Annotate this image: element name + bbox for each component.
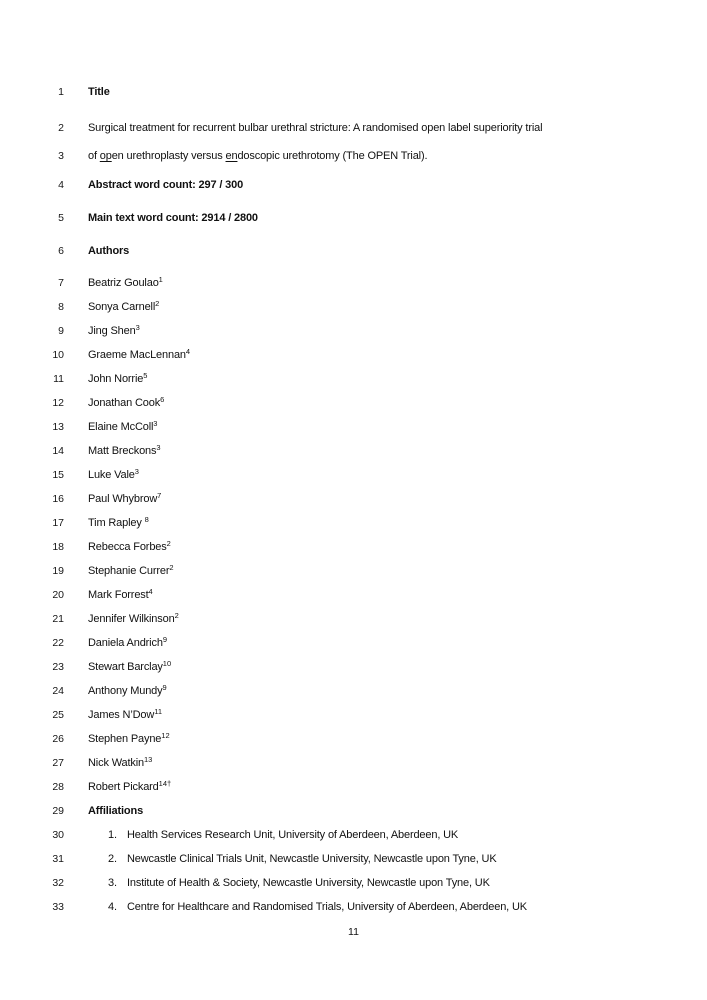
line-number: 11: [53, 373, 64, 385]
superscript-ref: 6: [160, 394, 165, 404]
line-text: [88, 439, 161, 463]
document-line: [0, 415, 707, 439]
line-number: 4: [58, 179, 64, 191]
document-line: [0, 116, 707, 140]
superscript-ref: 3: [153, 418, 158, 428]
line-number: 5: [58, 212, 64, 224]
line-text: [88, 703, 162, 727]
line-number: 27: [52, 757, 64, 769]
superscript-ref: 4: [148, 586, 153, 596]
text-run: Elaine McColl: [88, 421, 154, 433]
document-line: [0, 535, 707, 559]
superscript-ref: 8: [144, 514, 149, 524]
document-line: [0, 206, 707, 230]
text-run: Main text word count: 2914 / 2800: [88, 212, 258, 224]
text-run: Mark Forrest: [88, 589, 149, 601]
document-line: [0, 173, 707, 197]
line-text: [88, 144, 427, 168]
superscript-ref: 2: [155, 298, 160, 308]
text-run: Centre for Healthcare and Randomised Trials, University of Aberdeen, Aberdeen, UK: [127, 901, 527, 913]
document-line: [0, 871, 707, 895]
text-run: Jonathan Cook: [88, 397, 161, 409]
line-text: [88, 823, 458, 847]
text-run: Anthony Mundy: [88, 685, 163, 697]
superscript-ref: 9: [162, 682, 167, 692]
line-number: 32: [52, 877, 64, 889]
document-line: [0, 487, 707, 511]
line-text: [88, 655, 171, 679]
list-number: 3.: [108, 877, 117, 889]
line-number: 29: [52, 805, 64, 817]
line-number: 9: [58, 325, 64, 337]
line-number: 26: [52, 733, 64, 745]
line-number: 19: [52, 565, 64, 577]
text-run: Robert Pickard: [88, 781, 159, 793]
document-line: [0, 823, 707, 847]
document-line: [0, 439, 707, 463]
line-number: 28: [52, 781, 64, 793]
text-run: Paul Whybrow: [88, 493, 158, 505]
text-run: Tim Rapley: [88, 517, 145, 529]
line-number: 20: [52, 589, 64, 601]
line-number: 22: [52, 637, 64, 649]
superscript-ref: 5: [143, 370, 148, 380]
line-text: [88, 319, 140, 343]
superscript-ref: 2: [169, 562, 174, 572]
superscript-ref: 11: [154, 706, 162, 716]
text-run: Title: [88, 86, 110, 98]
line-number: 1: [58, 86, 64, 98]
superscript-ref: 2: [174, 610, 179, 620]
superscript-ref: 9: [162, 634, 167, 644]
line-text: [88, 775, 171, 799]
text-run: Stewart Barclay: [88, 661, 163, 673]
superscript-ref: 3: [156, 442, 161, 452]
line-number: 24: [52, 685, 64, 697]
line-text: [88, 535, 171, 559]
document-line: [0, 343, 707, 367]
line-number: 13: [52, 421, 64, 433]
superscript-ref: 2: [166, 538, 171, 548]
document-line: [0, 239, 707, 263]
text-run: Jing Shen: [88, 325, 136, 337]
text-run: of: [88, 150, 100, 162]
line-number: 18: [52, 541, 64, 553]
line-number: 16: [52, 493, 64, 505]
document-line: [0, 295, 707, 319]
line-text: [88, 799, 143, 823]
document-line: [0, 679, 707, 703]
document-line: [0, 144, 707, 168]
document-lines: [0, 80, 707, 919]
line-number: 15: [52, 469, 64, 481]
line-number: 7: [58, 277, 64, 289]
line-text: [88, 415, 157, 439]
document-line: [0, 703, 707, 727]
text-run: Authors: [88, 245, 130, 257]
text-run: Luke Vale: [88, 469, 135, 481]
line-text: [88, 80, 110, 104]
superscript-ref: 7: [157, 490, 162, 500]
text-run: Graeme MacLennan: [88, 349, 186, 361]
superscript-ref: 4: [185, 346, 191, 356]
document-line: [0, 895, 707, 919]
text-run: Surgical treatment for recurrent bulbar urethral stricture: A randomised open label superiority trial: [88, 122, 543, 134]
line-text: [88, 751, 152, 775]
superscript-ref: 13: [144, 754, 153, 764]
line-number: 3: [58, 150, 64, 162]
document-line: [0, 775, 707, 799]
text-run: Matt Breckons: [88, 445, 157, 457]
text-run: Stephanie Currer: [88, 565, 170, 577]
line-number: 21: [52, 613, 64, 625]
text-run: op: [99, 150, 112, 162]
text-run: Beatriz Goulao: [88, 277, 159, 289]
line-text: [88, 679, 167, 703]
line-number: 33: [52, 901, 64, 913]
document-line: [0, 847, 707, 871]
line-text: [88, 343, 190, 367]
line-number: 12: [52, 397, 64, 409]
document-line: [0, 631, 707, 655]
text-run: Stephen Payne: [88, 733, 162, 745]
line-text: [88, 271, 163, 295]
line-text: [88, 847, 497, 871]
page-number: 11: [348, 926, 359, 938]
line-number: 23: [52, 661, 64, 673]
line-text: [88, 559, 174, 583]
text-run: Abstract word count: 297 / 300: [88, 179, 244, 191]
superscript-ref: 12: [161, 730, 170, 740]
document-line: [0, 799, 707, 823]
list-number: 4.: [108, 901, 117, 913]
line-number: 2: [58, 122, 64, 134]
line-text: [88, 367, 147, 391]
superscript-ref: 3: [135, 322, 140, 332]
superscript-ref: 14†: [158, 778, 172, 788]
superscript-ref: 10: [162, 658, 172, 668]
list-number: 2.: [108, 853, 117, 865]
text-run: Daniela Andrich: [88, 637, 163, 649]
line-text: [88, 173, 243, 197]
line-text: [88, 895, 527, 919]
line-number: 17: [52, 517, 64, 529]
text-run: James N’Dow: [88, 709, 155, 721]
line-number: 6: [58, 245, 64, 257]
line-number: 25: [52, 709, 64, 721]
document-line: [0, 511, 707, 535]
text-run: Nick Watkin: [88, 757, 145, 769]
document-line: [0, 271, 707, 295]
list-number: 1.: [108, 829, 117, 841]
line-text: [88, 631, 167, 655]
line-number: 30: [52, 829, 64, 841]
text-run: Jennifer Wilkinson: [88, 613, 175, 625]
line-text: [88, 583, 153, 607]
text-run: Institute of Health & Society, Newcastle University, Newcastle upon Tyne, UK: [127, 877, 490, 889]
text-run: Rebecca Forbes: [88, 541, 167, 553]
text-run: Health Services Research Unit, University of Aberdeen, Aberdeen, UK: [127, 829, 459, 841]
line-text: [88, 463, 139, 487]
text-run: en: [225, 150, 238, 162]
line-text: [88, 487, 161, 511]
document-line: [0, 559, 707, 583]
document-line: [0, 751, 707, 775]
text-run: doscopic urethrotomy (The OPEN Trial).: [237, 150, 428, 162]
text-run: Newcastle Clinical Trials Unit, Newcastle University, Newcastle upon Tyne, UK: [127, 853, 497, 865]
document-line: [0, 583, 707, 607]
text-run: Affiliations: [88, 805, 144, 817]
line-text: [88, 295, 159, 319]
line-text: [88, 511, 149, 535]
document-line: [0, 367, 707, 391]
line-number: 31: [52, 853, 64, 865]
line-text: [88, 206, 258, 230]
text-run: en urethroplasty versus: [111, 150, 226, 162]
document-line: [0, 391, 707, 415]
superscript-ref: 1: [158, 274, 163, 284]
line-text: [88, 239, 129, 263]
line-text: [88, 391, 164, 415]
line-number: 14: [52, 445, 64, 457]
document-line: [0, 319, 707, 343]
line-text: [88, 116, 542, 140]
document-line: [0, 655, 707, 679]
document-line: [0, 463, 707, 487]
line-number: 10: [52, 349, 64, 361]
document-line: [0, 607, 707, 631]
document-line: [0, 727, 707, 751]
document-line: [0, 80, 707, 104]
line-text: [88, 607, 179, 631]
line-text: [88, 871, 490, 895]
line-text: [88, 727, 170, 751]
superscript-ref: 3: [134, 466, 139, 476]
line-number: 8: [58, 301, 64, 313]
text-run: Sonya Carnell: [88, 301, 156, 313]
text-run: John Norrie: [88, 373, 144, 385]
